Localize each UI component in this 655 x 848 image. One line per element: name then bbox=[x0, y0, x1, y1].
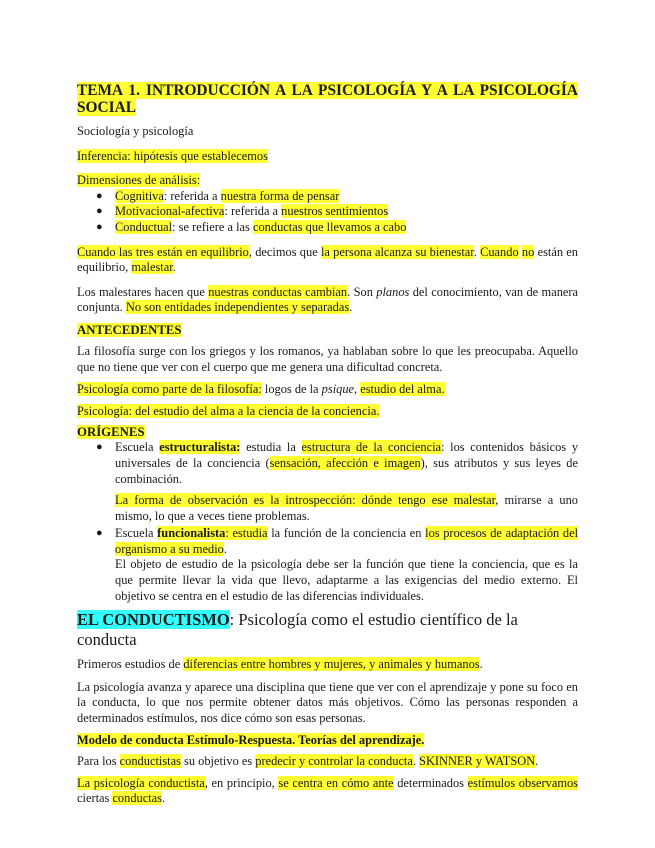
paragraph-inferencia: Inferencia: hipótesis que establecemos bbox=[77, 148, 268, 163]
bullet-icon: ● bbox=[96, 441, 103, 454]
bullet-icon: ● bbox=[96, 220, 103, 233]
list-item-estructuralista: ● Escuela estructuralista: estudia la estructura de la conciencia: los contenidos básicos y universales de la conciencia (sensación, afección e imagen), sus atributos y sus leyes de combinación. bbox=[96, 440, 579, 486]
paragraph-malestares: Los malestares hacen que nuestras conductas cambian. Son planos del conocimiento, van de manera conjunta. No son entidades independientes y separadas. bbox=[77, 284, 579, 315]
heading-origenes: ORÍGENES bbox=[77, 425, 145, 440]
escuelas-list-2 bbox=[77, 526, 578, 557]
paragraph-avanza: La psicología avanza y aparece una disciplina que tiene que ver con el aprendizaje y pone su foco en la conducta, lo que nos permite obtener datos más objetivos. Cómo las personas responden a determinados estímulos, nos dice cómo son esas personas. bbox=[77, 679, 578, 726]
dimensiones-list bbox=[77, 189, 578, 236]
page-title-line1: TEMA 1. INTRODUCCIÓN A LA PSICOLOGÍA Y A LA PSICOLOGÍA bbox=[77, 82, 578, 99]
list-item: ● Cognitiva: referida a nuestra forma de pensar bbox=[96, 188, 340, 203]
list-item: ● Motivacional-afectiva: referida a nuestros sentimientos bbox=[96, 204, 389, 219]
paragraph-primeros: Primeros estudios de diferencias entre hombres y mujeres, y animales y humanos. bbox=[77, 657, 483, 672]
paragraph-alma: Psicología: del estudio del alma a la ciencia de la conciencia. bbox=[77, 403, 380, 418]
bullet-icon: ● bbox=[96, 189, 103, 202]
paragraph-introspeccion: La forma de observación es la introspección: dónde tengo ese malestar, mirarse a uno mismo, lo que a veces tiene problemas. bbox=[115, 493, 578, 523]
paragraph-dimensiones: Dimensiones de análisis: bbox=[77, 173, 201, 188]
subtitle-sociologia: Sociología y psicología bbox=[77, 124, 194, 138]
paragraph-conductistas: Para los conductistas su objetivo es predecir y controlar la conducta. SKINNER y WATSON. bbox=[77, 754, 539, 769]
bullet-icon: ● bbox=[96, 527, 103, 540]
paragraph-objeto: El objeto de estudio de la psicología debe ser la función que tiene la conciencia, que es la que permite llevar la vida que llevo, adaptarme a las exigencias del medio externo. El objetivo se centra en el estudio de las diferencias individuales. bbox=[115, 557, 578, 603]
list-item: ● Conductual: se refiere a las conductas que llevamos a cabo bbox=[96, 219, 407, 234]
escuelas-list bbox=[77, 440, 578, 487]
paragraph-filosofia: La filosofía surge con los griegos y los romanos, ya hablaban sobre lo que les preocupaba. Aquello que no tiene que ver con el cuerpo que me genera una dificultad concreta. bbox=[77, 343, 578, 374]
page-title-line2: SOCIAL bbox=[77, 99, 137, 116]
document-page bbox=[77, 82, 578, 807]
heading-conductismo: EL CONDUCTISMO: Psicología como el estudio científico de la conducta bbox=[77, 610, 518, 650]
paragraph-psique: Psicología como parte de la filosofía: logos de la psique, estudio del alma. bbox=[77, 382, 445, 397]
heading-antecedentes: ANTECEDENTES bbox=[77, 322, 182, 337]
list-item-funcionalista: ● Escuela funcionalista: estudia la función de la conciencia en los procesos de adaptación del organismo a su medio. bbox=[96, 526, 579, 556]
bullet-icon: ● bbox=[96, 205, 103, 218]
paragraph-psicologia-conductista: La psicología conductista, en principio, se centra en cómo ante determinados estímulos observamos ciertas conductas. bbox=[77, 775, 578, 806]
paragraph-equilibrio: Cuando las tres están en equilibrio, decimos que la persona alcanza su bienestar. Cuando no están en equilibrio, malestar. bbox=[77, 244, 579, 275]
paragraph-modelo: Modelo de conducta Estímulo-Respuesta. Teorías del aprendizaje. bbox=[77, 732, 425, 747]
